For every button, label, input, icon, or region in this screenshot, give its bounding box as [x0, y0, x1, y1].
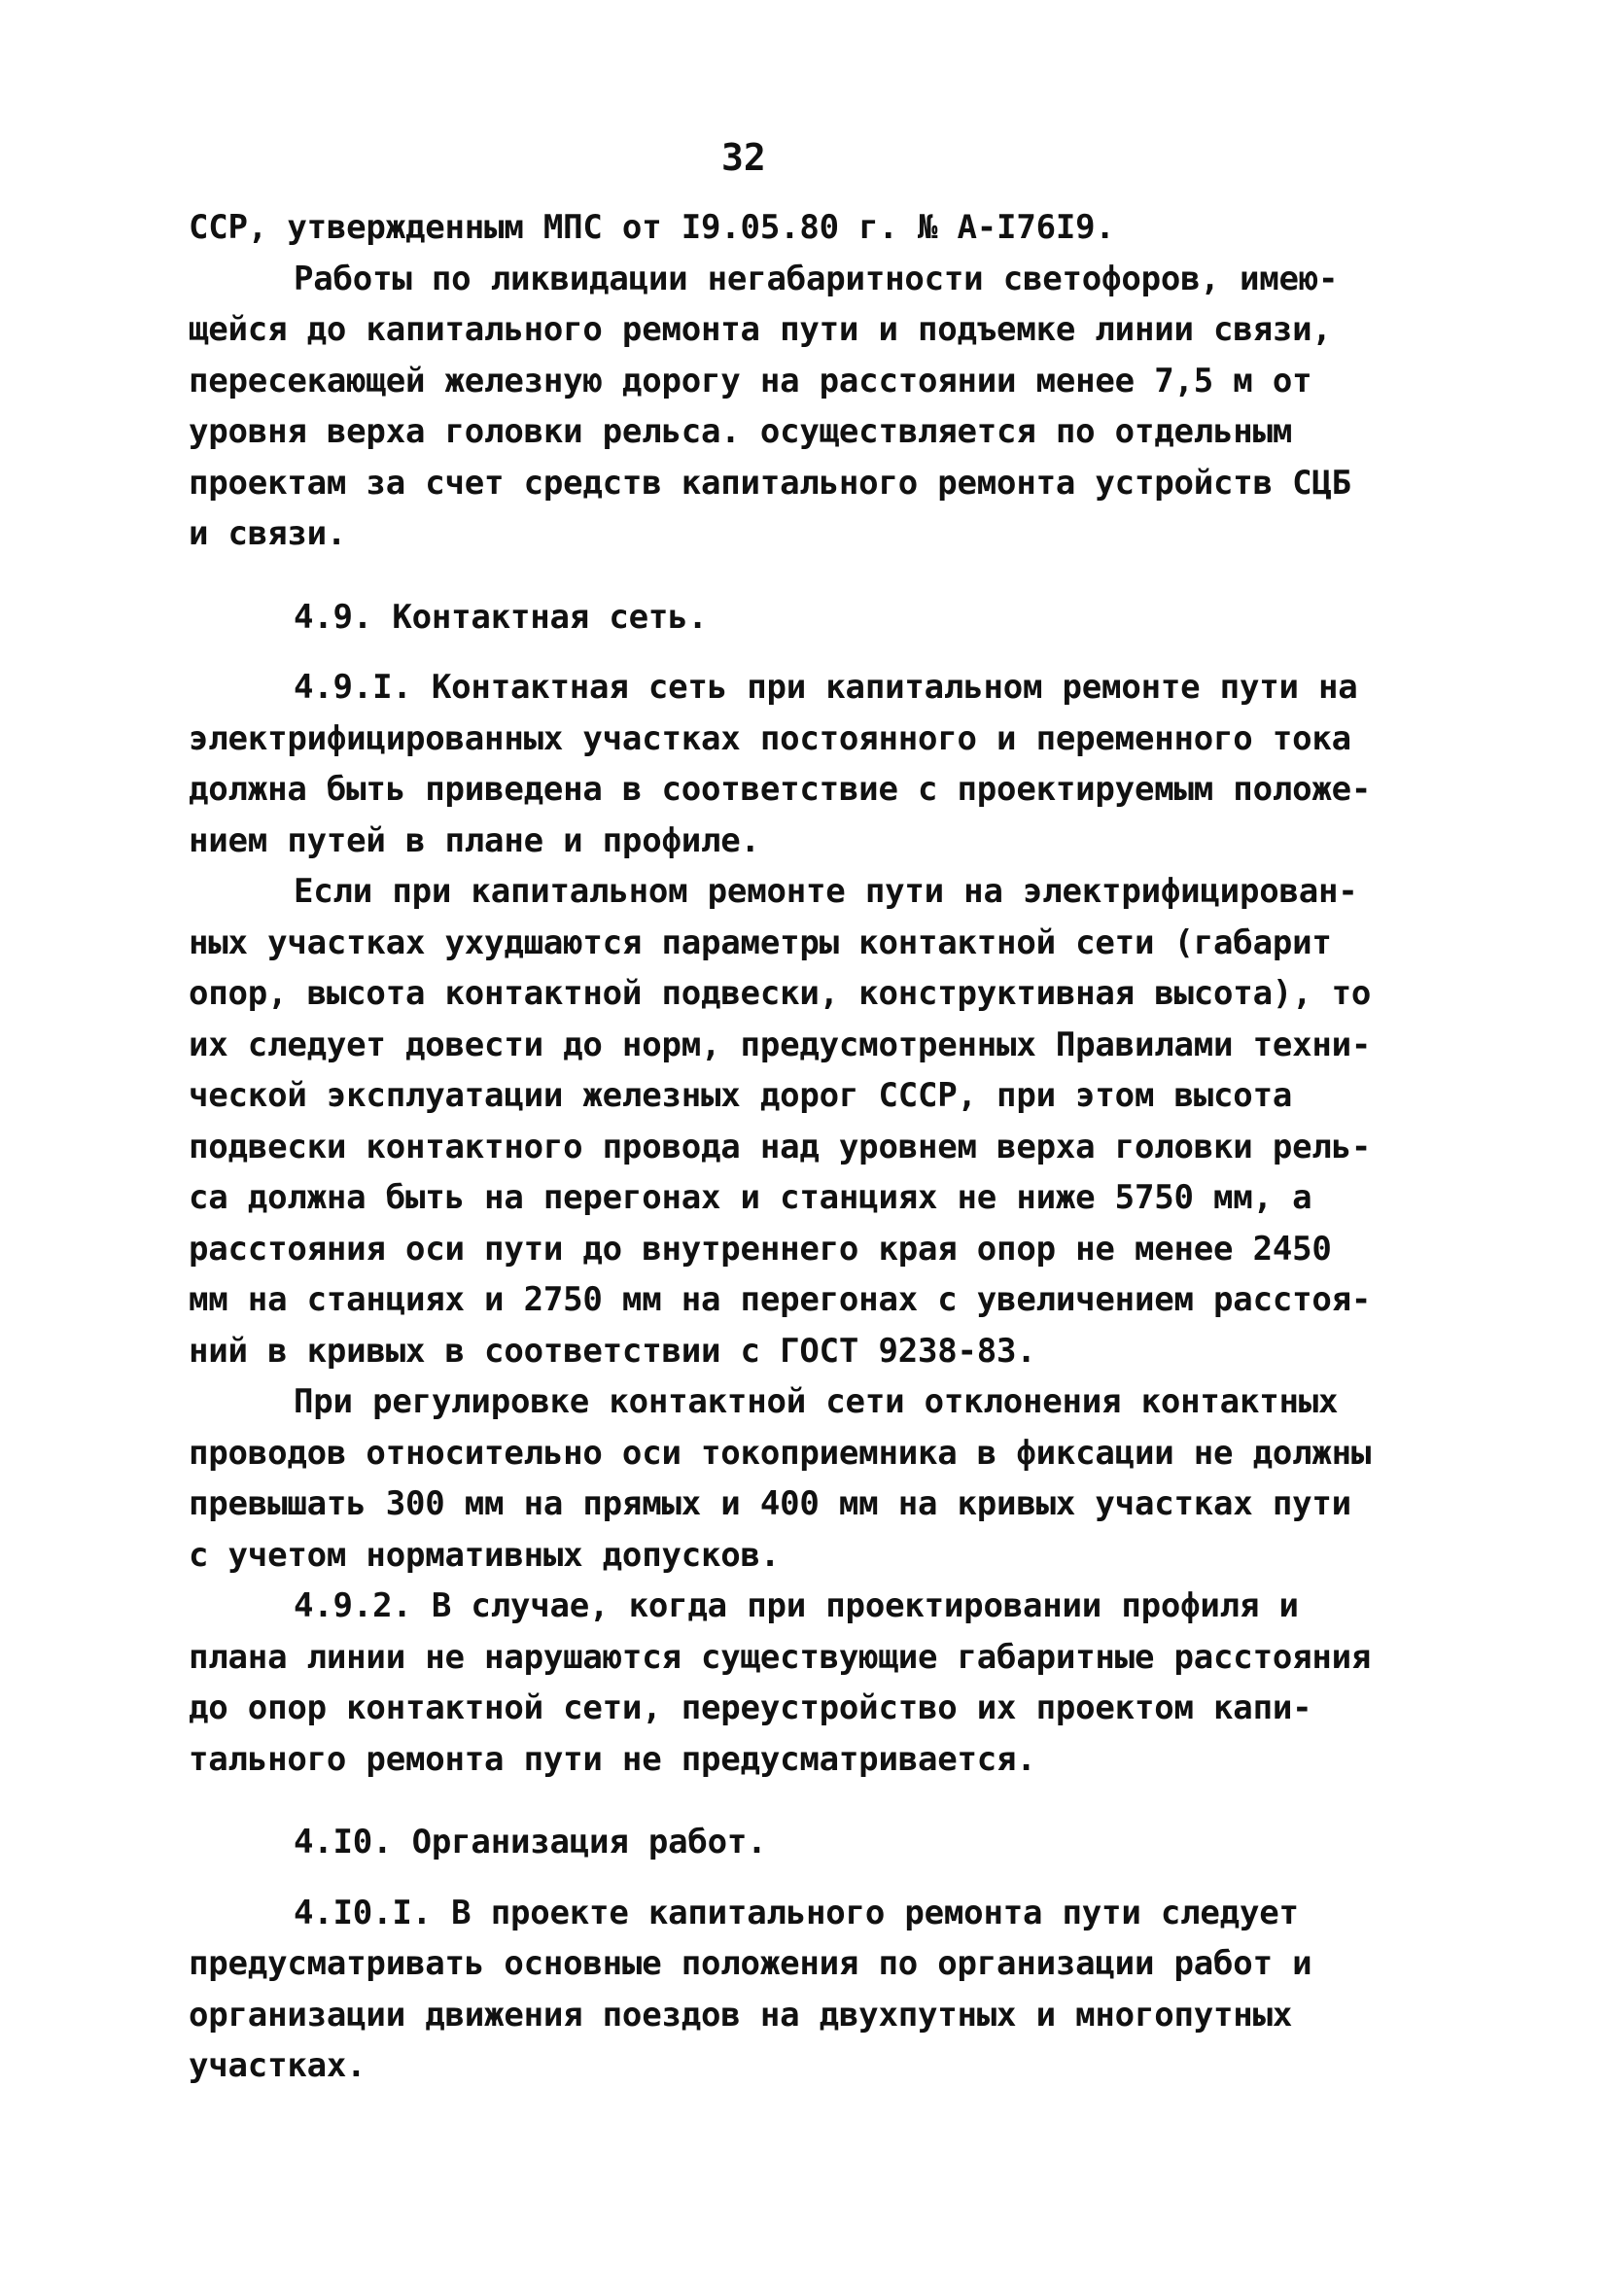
paragraph-catenary-parameters: [189, 866, 1472, 1376]
text-line: плана линии не нарушаются существующие габаритные расстояния: [189, 1637, 1372, 1677]
paragraph-4-9-1: [189, 662, 1472, 866]
text-line: электрифицированных участках постоянного и переменного тока: [189, 718, 1351, 758]
page-number: 32: [721, 136, 766, 179]
text-line: проводов относительно оси токоприемника в фиксации не должны: [189, 1433, 1372, 1473]
text-line: 4.9.2. В случае, когда при проектировании профиля и: [294, 1586, 1299, 1625]
text-line: Работы по ликвидации негабаритности светофоров, имею-: [294, 259, 1339, 298]
text-line: с учетом нормативных допусков.: [189, 1535, 781, 1575]
text-line: опор, высота контактной подвески, конструктивная высота), то: [189, 974, 1372, 1013]
text-line: предусматривать основные положения по организации работ и: [189, 1944, 1312, 1983]
text-line: и связи.: [189, 514, 347, 553]
text-line: должна быть приведена в соответствие с проектируемым положе-: [189, 770, 1372, 809]
paragraph-4-10-1: [189, 1888, 1472, 2092]
text-line: участках.: [189, 2046, 367, 2085]
section-heading-4-9: 4.9. Контактная сеть.: [294, 597, 708, 637]
text-line: ний в кривых в соответствии с ГОСТ 9238-83.: [189, 1331, 1036, 1371]
section-heading-4-10: 4.I0. Организация работ.: [294, 1823, 767, 1861]
paragraph-4-9-2: [189, 1581, 1472, 1785]
text-line: 4.9.I. Контактная сеть при капитальном ремонте пути на: [294, 668, 1358, 707]
text-line: их следует довести до норм, предусмотренных Правилами техни-: [189, 1025, 1372, 1064]
text-line: расстояния оси пути до внутреннего края опор не менее 2450: [189, 1229, 1332, 1269]
text-line: При регулировке контактной сети отклонения контактных: [294, 1382, 1339, 1421]
text-line: 4.I0.I. В проекте капитального ремонта пути следует: [294, 1893, 1299, 1932]
text-line: уровня верха головки рельса. осуществляется по отдельным: [189, 412, 1293, 451]
text-line: тального ремонта пути не предусматривается.: [189, 1739, 1036, 1779]
text-line: организации движения поездов на двухпутных и многопутных: [189, 1995, 1293, 2035]
text-line: нием путей в плане и профиле.: [189, 820, 760, 860]
text-line: щейся до капитального ремонта пути и подъемке линии связи,: [189, 310, 1332, 349]
paragraph-signal-works: [189, 254, 1472, 560]
text-line: ческой эксплуатации железных дорог СССР, при этом высота: [189, 1076, 1293, 1115]
text-line: мм на станциях и 2750 мм на перегонах с увеличением расстоя-: [189, 1280, 1372, 1319]
paragraph-wire-deviation: [189, 1376, 1472, 1581]
text-line: до опор контактной сети, переустройство их проектом капи-: [189, 1688, 1312, 1727]
text-line: ных участках ухудшаются параметры контактной сети (габарит: [189, 922, 1332, 962]
document-body: [189, 202, 1472, 2092]
paragraph-continuation: [189, 202, 1472, 254]
text-line: превышать 300 мм на прямых и 400 мм на кривых участках пути: [189, 1484, 1351, 1523]
text-line: подвески контактного провода над уровнем верха головки рель-: [189, 1127, 1372, 1166]
text-line: ССР, утвержденным МПС от I9.05.80 г. № А-I76I9.: [189, 208, 1115, 247]
text-line: Если при капитальном ремонте пути на электрифицирован-: [294, 872, 1358, 911]
text-line: са должна быть на перегонах и станциях не ниже 5750 мм, а: [189, 1178, 1312, 1217]
text-line: пересекающей железную дорогу на расстоянии менее 7,5 м от: [189, 361, 1312, 400]
text-line: проектам за счет средств капитального ремонта устройств СЦБ: [189, 463, 1351, 503]
